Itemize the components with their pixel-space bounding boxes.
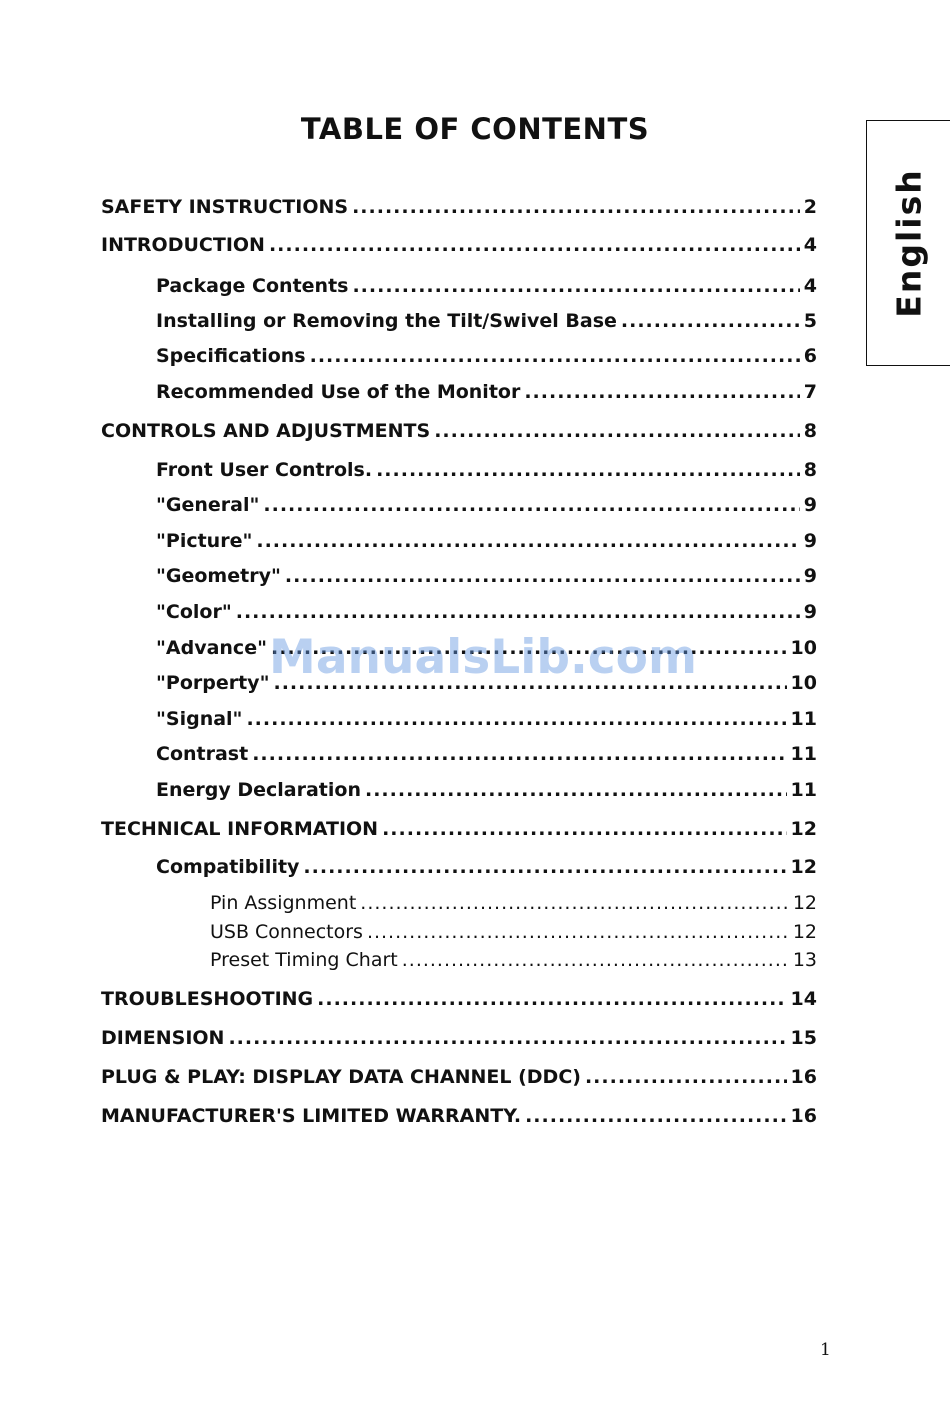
toc-entry[interactable] (156, 565, 817, 587)
toc-entry-label: "Picture" (156, 530, 253, 552)
dot-leader (524, 381, 799, 403)
toc-entry-page: 16 (790, 1066, 817, 1088)
toc-entry[interactable] (101, 1105, 817, 1127)
toc-entry-label: TROUBLESHOOTING (101, 988, 314, 1010)
toc-entry[interactable] (101, 1027, 817, 1049)
toc-entry-page: 11 (790, 708, 817, 730)
toc-entry-page: 9 (803, 601, 817, 623)
dot-leader (271, 637, 787, 659)
toc-entry-label: DIMENSION (101, 1027, 225, 1049)
page-title: TABLE OF CONTENTS (300, 112, 650, 146)
toc-entry-page: 5 (803, 310, 817, 332)
toc-entry-label: "Advance" (156, 637, 267, 659)
toc-entry[interactable] (101, 420, 817, 442)
toc-entry-page: 9 (803, 494, 817, 516)
dot-leader (263, 494, 799, 516)
dot-leader (285, 565, 800, 587)
toc-entry-label: CONTROLS AND ADJUSTMENTS (101, 420, 431, 442)
toc-entry-label: "General" (156, 494, 260, 516)
dot-leader (352, 196, 800, 218)
toc-entry-page: 9 (803, 565, 817, 587)
toc-entry-page: 12 (790, 818, 817, 840)
toc-entry-label: Contrast (156, 743, 249, 765)
toc-entry[interactable] (156, 856, 817, 878)
dot-leader (402, 949, 789, 971)
toc-entry[interactable] (101, 818, 817, 840)
toc-entry[interactable] (101, 196, 817, 218)
toc-entry-label: Recommended Use of the Monitor (156, 381, 521, 403)
toc-entry[interactable] (156, 345, 817, 367)
toc-entry-label: Energy Declaration (156, 779, 361, 801)
toc-entry-page: 9 (803, 530, 817, 552)
toc-entry-label: INTRODUCTION (101, 234, 265, 256)
toc-entry-page: 6 (803, 345, 817, 367)
dot-leader (376, 459, 800, 481)
dot-leader (228, 1027, 786, 1049)
toc-entry-page: 2 (803, 196, 817, 218)
toc-entry[interactable] (156, 494, 817, 516)
toc-entry-label: Pin Assignment (210, 892, 357, 914)
toc-entry-label: USB Connectors (210, 921, 363, 943)
toc-entry-page: 4 (803, 275, 817, 297)
toc-entry-page: 10 (790, 637, 817, 659)
toc-entry-label: PLUG & PLAY: DISPLAY DATA CHANNEL (DDC) (101, 1066, 581, 1088)
dot-leader (317, 988, 786, 1010)
dot-leader (621, 310, 800, 332)
dot-leader (273, 672, 786, 694)
toc-entry[interactable] (156, 459, 817, 481)
dot-leader (585, 1066, 787, 1088)
toc-entry-page: 11 (790, 779, 817, 801)
dot-leader (434, 420, 800, 442)
toc-entry-label: Package Contents (156, 275, 349, 297)
toc-entry-label: SAFETY INSTRUCTIONS (101, 196, 349, 218)
dot-leader (256, 530, 799, 552)
dot-leader (310, 345, 800, 367)
dot-leader (269, 234, 800, 256)
dot-leader (236, 601, 800, 623)
dot-leader (252, 743, 786, 765)
dot-leader (360, 892, 789, 914)
toc-entry[interactable] (156, 381, 817, 403)
toc-entry-label: Compatibility (156, 856, 300, 878)
watermark: ManualsLib.com (269, 630, 697, 685)
toc-entry-page: 12 (790, 856, 817, 878)
toc-entry-label: Preset Timing Chart (210, 949, 398, 971)
toc-entry-page: 15 (790, 1027, 817, 1049)
dot-leader (367, 921, 789, 943)
toc-entry-page: 16 (790, 1105, 817, 1127)
toc-entry-page: 11 (790, 743, 817, 765)
toc-entry[interactable] (156, 601, 817, 623)
toc-entry-label: "Porperty" (156, 672, 270, 694)
dot-leader (382, 818, 786, 840)
toc-entry[interactable] (101, 988, 817, 1010)
toc-entry[interactable] (156, 672, 817, 694)
toc-entry-page: 14 (790, 988, 817, 1010)
toc-entry-page: 10 (790, 672, 817, 694)
toc-entry[interactable] (210, 892, 817, 914)
toc-entry-label: MANUFACTURER'S LIMITED WARRANTY. (101, 1105, 522, 1127)
toc-entry-page: 12 (792, 892, 817, 914)
dot-leader (525, 1105, 786, 1127)
toc-entry[interactable] (210, 921, 817, 943)
dot-leader (246, 708, 786, 730)
toc-entry-page: 8 (803, 459, 817, 481)
language-tab-label: English (889, 168, 928, 318)
toc-entry-label: "Color" (156, 601, 232, 623)
toc-entry-page: 12 (792, 921, 817, 943)
toc-entry[interactable] (156, 779, 817, 801)
toc-entry[interactable] (156, 310, 817, 332)
toc-entry-page: 13 (792, 949, 817, 971)
toc-entry-label: Specifications (156, 345, 306, 367)
toc-entry-label: "Signal" (156, 708, 243, 730)
toc-entry[interactable] (156, 708, 817, 730)
toc-entry[interactable] (101, 1066, 817, 1088)
toc-entry[interactable] (156, 530, 817, 552)
toc-entry-label: Front User Controls. (156, 459, 373, 481)
toc-entry-label: TECHNICAL INFORMATION (101, 818, 379, 840)
toc-entry[interactable] (156, 637, 817, 659)
page-number: 1 (820, 1340, 831, 1360)
dot-leader (352, 275, 799, 297)
toc-entry-label: Installing or Removing the Tilt/Swivel Base (156, 310, 617, 332)
dot-leader (303, 856, 786, 878)
toc-entry-page: 4 (803, 234, 817, 256)
toc-entry[interactable] (210, 949, 817, 971)
toc-entry[interactable] (156, 743, 817, 765)
toc-entry[interactable] (156, 275, 817, 297)
toc-entry-label: "Geometry" (156, 565, 281, 587)
toc-entry[interactable] (101, 234, 817, 256)
toc-entry-page: 8 (803, 420, 817, 442)
dot-leader (365, 779, 787, 801)
toc-entry-page: 7 (803, 381, 817, 403)
